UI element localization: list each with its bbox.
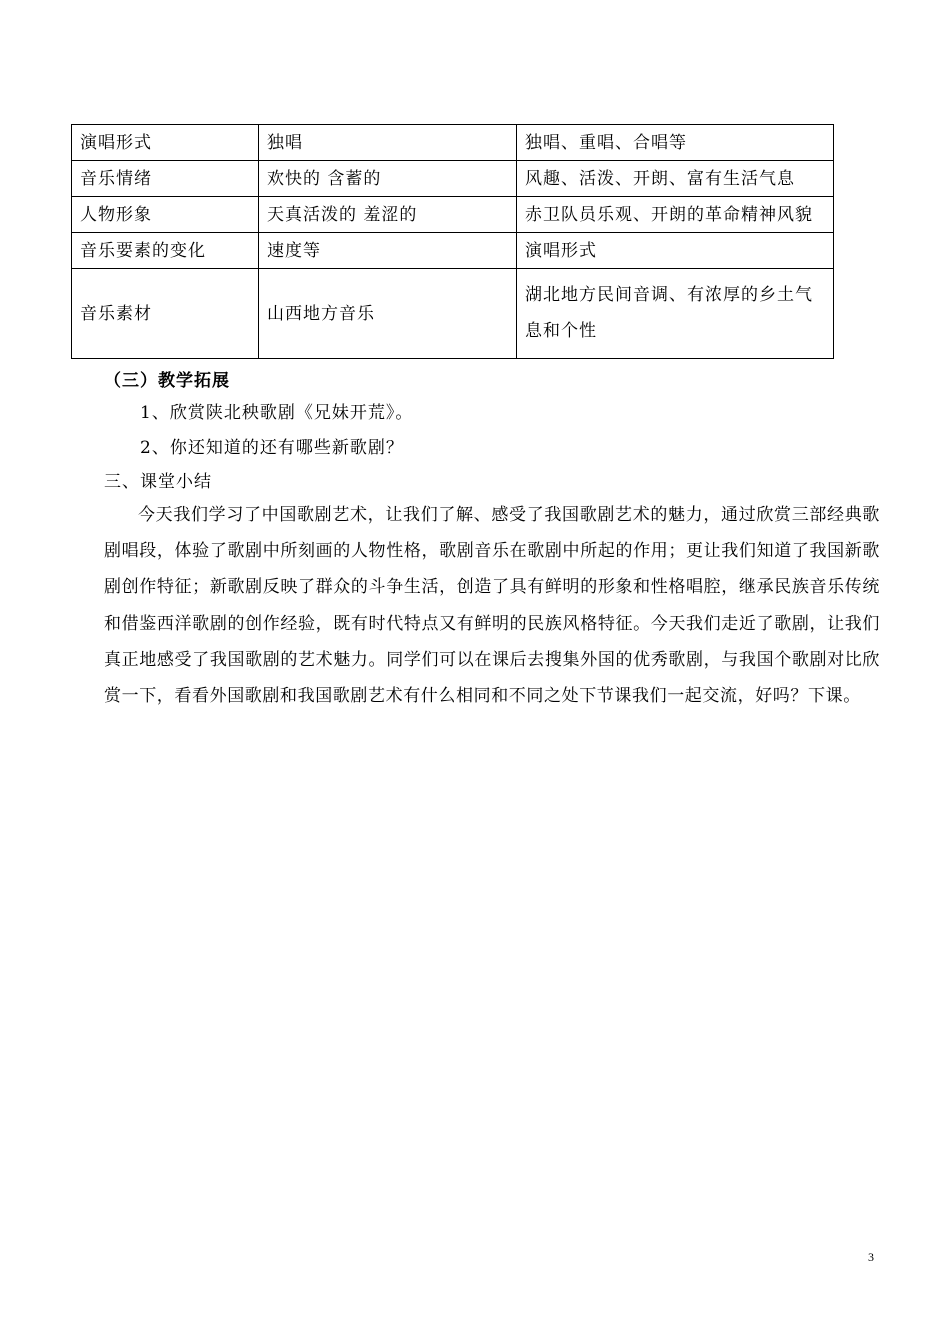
table-cell: 赤卫队员乐观、开朗的革命精神风貌 [517, 197, 834, 233]
table-cell: 速度等 [259, 233, 517, 269]
page-number: 3 [868, 1250, 874, 1264]
extension-heading: （三）教学拓展 [104, 371, 230, 391]
summary-title: 三、课堂小结 [104, 472, 212, 492]
summary-paragraph: 今天我们学习了中国歌剧艺术，让我们了解、感受了我国歌剧艺术的魅力，通过欣赏三部经典歌剧唱段，体验了歌剧中所刻画的人物性格，歌剧音乐在歌剧中所起的作用；更让我们知道了我国新歌剧创作特征；新歌剧反映了群众的斗争生活，创造了具有鲜明的形象和性格唱腔，继承民族音乐传统和借鉴西洋歌剧的创作经验，既有时代特点又有鲜明的民族风格特征。今天我们走近了歌剧，让我们真正地感受了我国歌剧的艺术魅力。同学们可以在课后去搜集外国的优秀歌剧，与我国个歌剧对比欣赏一下，看看外国歌剧和我国歌剧艺术有什么相同和不同之处下节课我们一起交流，好吗？下课。 [104, 505, 880, 707]
table-cell: 湖北地方民间音调、有浓厚的乡土气息和个性 [517, 269, 834, 359]
row-label: 音乐情绪 [72, 161, 259, 197]
table-row [72, 197, 834, 233]
row-label: 演唱形式 [72, 125, 259, 161]
extension-item: 1、欣赏陕北秧歌剧《兄妹开荒》。 [140, 403, 414, 423]
table-cell: 独唱、重唱、合唱等 [517, 125, 834, 161]
table-cell: 独唱 [259, 125, 517, 161]
table-cell: 欢快的 含蓄的 [259, 161, 517, 197]
table-cell: 山西地方音乐 [259, 269, 517, 359]
table-row [72, 269, 834, 359]
row-label: 音乐素材 [72, 269, 259, 359]
table-row [72, 233, 834, 269]
row-label: 音乐要素的变化 [72, 233, 259, 269]
extension-item: 2、你还知道的还有哪些新歌剧？ [140, 438, 404, 458]
table-cell: 风趣、活泼、开朗、富有生活气息 [517, 161, 834, 197]
table-row [72, 125, 834, 161]
table-cell: 天真活泼的 羞涩的 [259, 197, 517, 233]
table-cell: 演唱形式 [517, 233, 834, 269]
comparison-table [71, 124, 834, 359]
table-row [72, 161, 834, 197]
row-label: 人物形象 [72, 197, 259, 233]
